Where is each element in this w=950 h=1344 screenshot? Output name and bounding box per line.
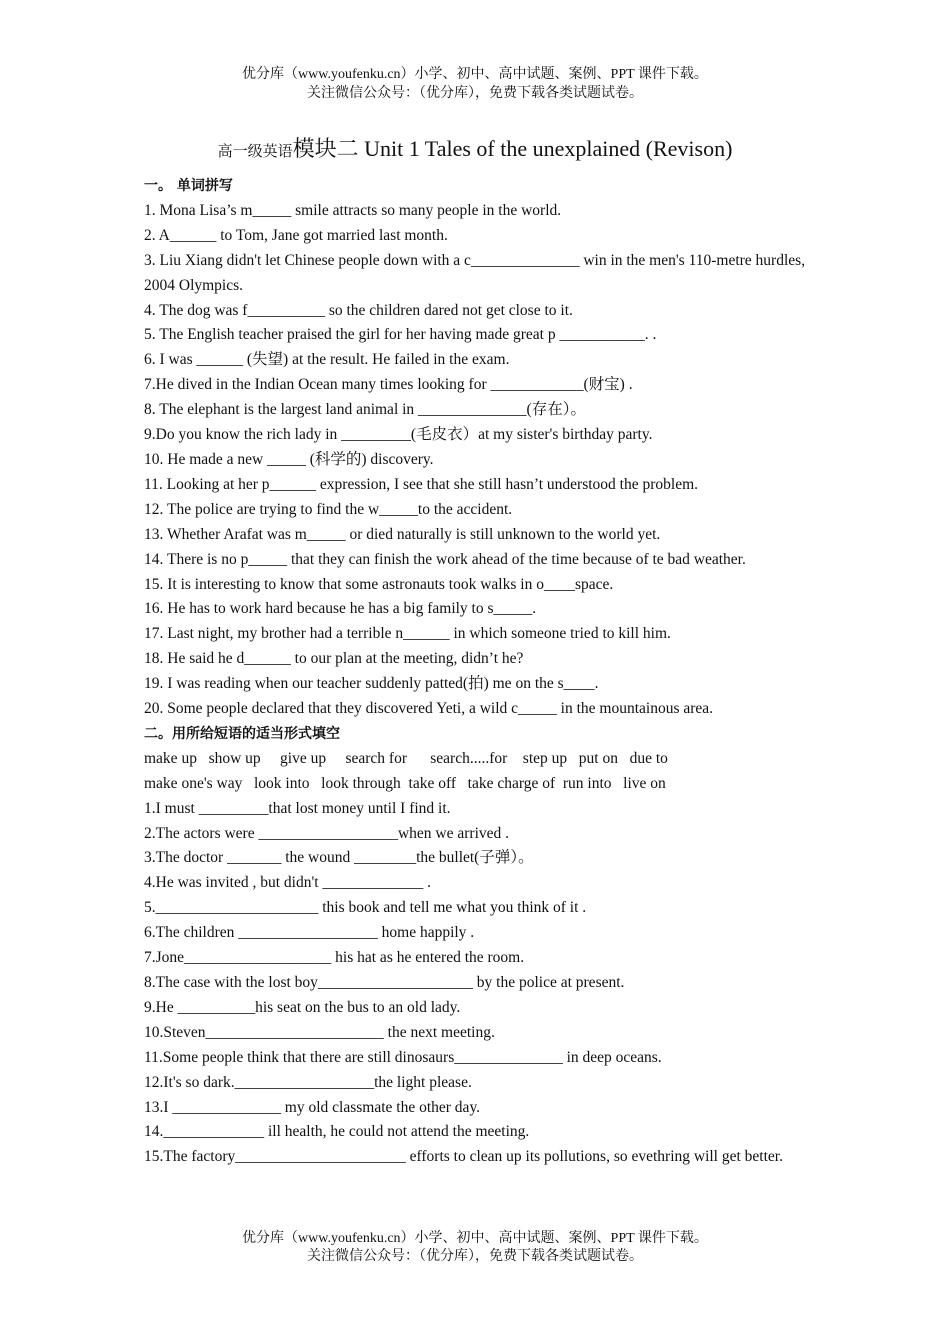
footer-line-2: 关注微信公众号：（优分库），免费下载各类试题试卷。 [307,1249,643,1264]
s1-item-20: 20. Some people declared that they discovered Yeti, a wild c_____ in the mountainous area. [144,700,714,718]
title-grade: 高一级英语 [217,144,293,160]
title-main: 模块二 Unit 1 Tales of the unexplained (Revison) [292,136,733,161]
s1-item-1: 1. Mona Lisa’s m_____ smile attracts so many people in the world. [144,201,562,219]
s1-item-3: 3. Liu Xiang didn't let Chinese people down with a c______________ win in the men's 110-metre hurdles, 2004 Olympics. [144,251,806,294]
s2-item-10: 10.Steven_______________________ the next meeting. [144,1023,495,1041]
s1-item-10: 10. He made a new _____ (科学的) discovery. [144,450,434,468]
header-line-1: 优分库（www.youfenku.cn）小学、初中、高中试题、案例、PPT 课件下载。 [242,67,708,82]
s2-item-2: 2.The actors were __________________when we arrived . [144,824,510,842]
s1-item-19: 19. I was reading when our teacher suddenly patted(拍) me on the s____. [144,675,599,693]
s1-item-14: 14. There is no p_____ that they can finish the work ahead of the time because of te bad weather. [144,550,746,568]
s1-item-4: 4. The dog was f__________ so the children dared not get close to it. [144,301,573,319]
s1-item-7: 7.He dived in the Indian Ocean many times looking for ____________(财宝) . [144,376,633,394]
s2-item-11: 11.Some people think that there are still dinosaurs______________ in deep oceans. [144,1048,662,1066]
s1-item-6: 6. I was ______ (失望) at the result. He failed in the exam. [144,351,510,369]
section-1-heading: 一。 单词拼写 [144,178,233,194]
s1-item-11: 11. Looking at her p______ expression, I see that she still hasn’t understood the problem. [144,475,699,493]
s1-item-12: 12. The police are trying to find the w_____to the accident. [144,500,513,518]
s1-item-15: 15. It is interesting to know that some astronauts took walks in o____space. [144,575,614,593]
s2-item-13: 13.I ______________ my old classmate the other day. [144,1098,481,1116]
s1-item-18: 18. He said he d______ to our plan at the meeting, didn’t he? [144,650,524,668]
s2-item-9: 9.He __________his seat on the bus to an old lady. [144,998,461,1016]
s2-item-4: 4.He was invited , but didn't _____________ . [144,874,431,892]
header-line-2: 关注微信公众号：（优分库），免费下载各类试题试卷。 [307,86,643,101]
s1-item-2: 2. A______ to Tom, Jane got married last month. [144,226,448,244]
s1-item-8: 8. The elephant is the largest land animal in ______________(存在）。 [144,401,586,419]
s2-item-8: 8.The case with the lost boy____________________ by the police at present. [144,974,625,991]
s2-item-12: 12.It's so dark.__________________the light please. [144,1073,472,1091]
s1-item-16: 16. He has to work hard because he has a big family to s_____. [144,600,537,618]
s2-item-3: 3.The doctor _______ the wound ________the bullet(子弹）。 [144,849,534,867]
s2-item-14: 14._____________ ill health, he could not attend the meeting. [144,1123,530,1141]
s1-item-5: 5. The English teacher praised the girl for her having made great p ___________. . [144,326,657,344]
s2-item-15: 15.The factory______________________ efforts to clean up its pollutions, so evethring will get better. [144,1148,783,1166]
phrase-bank-row-2: make one's way look into look through take off take charge of run into live on [144,774,666,792]
page-title [0,134,950,167]
s2-item-7: 7.Jone___________________ his hat as he entered the room. [144,949,525,967]
s1-item-17: 17. Last night, my brother had a terrible n______ in which someone tried to kill him. [144,625,671,643]
phrase-bank-row-1: make up show up give up search for search.....for step up put on due to [144,749,668,767]
s2-item-5: 5._____________________ this book and tell me what you think of it . [144,899,587,917]
s2-item-1: 1.I must _________that lost money until I find it. [144,799,451,817]
section-2-heading: 二。用所给短语的适当形式填空 [144,725,340,742]
s1-item-13: 13. Whether Arafat was m_____ or died naturally is still unknown to the world yet. [144,525,661,543]
footer-line-1: 优分库（www.youfenku.cn）小学、初中、高中试题、案例、PPT 课件下载。 [242,1231,708,1246]
s1-item-9: 9.Do you know the rich lady in _________(毛皮衣）at my sister's birthday party. [144,426,653,444]
worksheet-body [144,174,806,1170]
s2-item-6: 6.The children __________________ home happily . [144,924,475,942]
